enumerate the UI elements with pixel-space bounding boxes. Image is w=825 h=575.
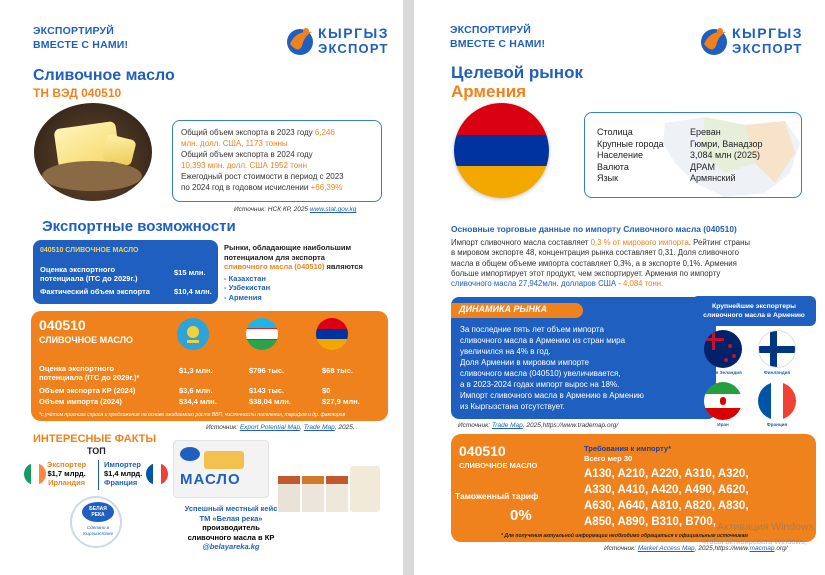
stat-2024-label: Общий объем экспорта в 2024 году (181, 150, 313, 159)
armenia-globe-flag (454, 103, 549, 198)
france-flag-icon (146, 463, 168, 485)
new-zealand-flag-icon (704, 330, 742, 368)
trade-l5b: 4,084 тонн. (622, 279, 664, 289)
slogan-line-2: ВМЕСТЕ С НАМИ! (450, 38, 546, 50)
trade-l1b: 0,3 % от мирового импорта (590, 238, 689, 247)
markets-head-1: Рынки, обладающие наибольшим (224, 243, 352, 252)
growth-value: +66,39% (310, 183, 343, 192)
blue-box-row2-value: $10,4 млн. (174, 287, 212, 296)
right-page (414, 0, 825, 575)
trade-map-link[interactable]: Trade Map (303, 424, 335, 431)
instagram-handle[interactable]: @belayareka.kg (202, 542, 260, 551)
brand-line-2: РЕКА (91, 512, 105, 518)
kz-sun (187, 326, 199, 338)
fact-value: Ереван (690, 127, 721, 137)
package-logo (180, 447, 200, 461)
am-export: $0 (322, 386, 331, 395)
target-market-title: Целевой рынок (451, 63, 583, 82)
kazakhstan-flag-icon (177, 318, 209, 350)
dyn-line: сливочного масла в Армению из стран мира (460, 336, 626, 345)
flag-label-finland: Финляндия (763, 370, 791, 375)
growth-label-1: Ежегодный рост стоимости в период с 2023 (181, 172, 344, 181)
source-2-label: Источник: (206, 424, 240, 431)
stat-2023-label: Общий объем экспорта в 2023 году (181, 128, 315, 137)
windows-watermark: Активация Windows (717, 521, 814, 533)
uz-potential: $796 тыс. (249, 366, 285, 375)
orange-footnote: *с учётом прогноза спроса и предложения на основе ожидаемого роста ВВП, численности населения, тарифов и др. факторов (39, 412, 346, 418)
nz-star (732, 354, 736, 358)
armenia-flag-icon (316, 318, 348, 350)
fact-row (597, 150, 763, 162)
markets-head-3: являются (324, 262, 363, 271)
belaya-reka-badge (70, 496, 122, 548)
export-opportunities-title: Экспортные возможности (42, 218, 236, 235)
finland-flag-icon (758, 330, 796, 368)
local-case (160, 504, 302, 552)
stat-2023-value: 6,246 (314, 128, 335, 137)
markets-head-2: потенциалом для экспорта (224, 252, 325, 262)
label1-line1: Оценка экспортного (39, 364, 115, 373)
fact-key: Язык (597, 173, 619, 183)
am-potential: $68 тыс. (322, 366, 353, 375)
kz-eagle (187, 340, 199, 343)
stat-2023-units: млн. долл. США, 1173 тонны (181, 139, 288, 148)
growth-label-2: по 2024 год в годовом исчислении (181, 183, 311, 192)
source-2 (206, 424, 355, 431)
flag-label-iran: Иран (717, 422, 729, 427)
nz-cross-v (712, 330, 715, 350)
left-page (0, 0, 403, 575)
trade-l5a: сливочного масла 27,942млн. долларов США - (451, 279, 623, 289)
source-2 (604, 545, 788, 552)
market-item: - Узбекистан (224, 283, 271, 292)
fact-key: Население (597, 150, 643, 160)
dynamics-text (460, 324, 644, 412)
package-butter-image (204, 451, 244, 469)
trade-map-link[interactable]: Trade Map (491, 422, 523, 429)
trade-data-title: Основные торговые данные по импорту Сливочного масла (040510) (451, 224, 737, 234)
fact-key: Крупные города (597, 138, 664, 149)
facts-top: ТОП (87, 446, 106, 456)
kz-potential: $1,3 млн. (179, 366, 213, 375)
facts-title: ИНТЕРЕСНЫЕ ФАКТЫ (33, 433, 157, 445)
source-2-label: Источник: (604, 545, 638, 552)
product-title: Сливочное масло (33, 67, 175, 84)
blue-box-title: 040510 СЛИВОЧНОЕ МАСЛО (40, 247, 139, 254)
iran-flag-icon (704, 382, 742, 420)
butter-photo (34, 103, 152, 201)
source-2-end-2: .org/ (774, 545, 788, 552)
nz-star (728, 344, 732, 348)
france-flag-icon (758, 382, 796, 420)
export-stats-box (172, 120, 382, 202)
brand-line-1: БЕЛАЯ (89, 506, 107, 512)
orange-label-3: Объем импорта (2024) (39, 397, 122, 406)
row1-line2: потенциала (ITC до 2029г.) (40, 274, 138, 283)
fact-value: Гюмри, Ванадзор (690, 138, 763, 149)
trade-l3: масла в общем объеме импорта составляет 0,3%, а в экспорте 0,1%. Армения (451, 258, 737, 268)
requirements-note: * Для получения актуальной информации необходимо обращаться к официальным источникам (501, 533, 749, 539)
target-country: Армения (451, 82, 527, 101)
kz-import: $34,4 млн. (179, 397, 217, 406)
label1-line2: потенциала (ITC до 2029г.)* (39, 373, 140, 382)
fi-cross-h (759, 346, 796, 353)
req-line: A850, A890, B310, B700, (584, 516, 716, 528)
uz-export: $143 тыс. (249, 386, 285, 395)
butter-pack-3 (326, 476, 348, 512)
kz-export: $3,6 млн. (179, 386, 213, 395)
logo-word-2: ЭКСПОРТ (318, 41, 389, 56)
markets-head-product: сливочного масла (040510) (224, 262, 325, 271)
logo-swirl-icon (282, 24, 318, 58)
fact-row (597, 139, 763, 151)
facts-divider (98, 460, 99, 490)
slogan (450, 23, 545, 51)
case-line-4: сливочного масла в КР (187, 532, 275, 542)
flag-label-new-zealand: Новая Зеландия (704, 370, 742, 375)
trade-l4: больше импортирует этот продукт, чем экспортирует. Армения по импорту (451, 268, 721, 278)
fact-key: Валюта (597, 161, 629, 172)
source-1 (458, 422, 618, 429)
dyn-line: За последние пять лет объем импорта (460, 325, 604, 334)
am-import: $27,9 млн. (322, 397, 360, 406)
top-exporter (47, 460, 86, 487)
exporters-title-2: сливочного масла в Армению (703, 312, 805, 319)
case-line-2: ТМ «Белая река» (199, 513, 263, 523)
source-2-sep: , (300, 424, 304, 431)
country-facts (597, 127, 763, 185)
logo-word-1: КЫРГЫЗ (732, 25, 804, 41)
brand-logo (82, 502, 114, 522)
fact-row (597, 127, 763, 139)
country-info-box (584, 112, 802, 198)
top-importer (104, 460, 142, 487)
macmap-link[interactable]: macmap (749, 545, 775, 552)
kyrgyz-export-logo (696, 24, 810, 58)
ireland-flag-icon (24, 463, 46, 485)
potential-blue-box (33, 240, 218, 304)
importer-label: Импортер (104, 460, 141, 469)
dyn-line: Доля Армении в мировом импорте (460, 358, 590, 367)
req-box-code: 040510 (459, 443, 506, 459)
importer-value: $1,4 млрд. (104, 469, 143, 478)
slogan-line-2: ВМЕСТЕ С НАМИ! (33, 39, 129, 51)
kyrgyz-export-logo (282, 24, 392, 58)
blue-box-row1-label (40, 265, 137, 283)
market-item: - Армения (224, 292, 262, 302)
logo-text (318, 26, 389, 56)
req-line: A130, A210, A220, A310, A320, (584, 468, 749, 480)
req-box-name: СЛИВОЧНОЕ МАСЛО (459, 461, 538, 470)
dyn-line: Импорт сливочного масла в Армению в Армению (460, 391, 644, 400)
logo-word-1: КЫРГЫЗ (318, 25, 390, 41)
dyn-line: из Кыргызстана отсутствует. (460, 402, 565, 411)
package-text: МАСЛО (180, 471, 241, 488)
exporters-title-1: Крупнейшие экспортеры (712, 303, 796, 310)
logo-word-2: ЭКСПОРТ (732, 41, 803, 56)
row1-line1: Оценка экспортного (40, 265, 116, 274)
stat-2024-value: 10,393 млн. долл. США 1952 тонн (181, 161, 307, 170)
top-exporters-title (692, 296, 816, 326)
trade-data-text (451, 238, 817, 289)
slogan (33, 24, 128, 52)
market-dynamics-box (451, 297, 716, 419)
exporter-country: Ирландия (48, 478, 86, 487)
case-line-1: Успешный местный кейс (184, 504, 278, 513)
export-potential-map-link[interactable]: Export Potential Map (239, 424, 301, 431)
orange-box-code: 040510 (39, 317, 86, 333)
fact-row (597, 162, 763, 174)
fact-value: 3,084 млн (2025) (690, 150, 760, 160)
butter-pack-4 (350, 466, 380, 512)
flag-label-france: Франция (766, 422, 788, 427)
logo-text (732, 26, 803, 56)
slogan-line-1: ЭКСПОРТИРУЙ (33, 25, 115, 37)
source-1-label: Источник: (458, 422, 492, 429)
slogan-line-1: ЭКСПОРТИРУЙ (450, 24, 532, 36)
orange-label-1 (39, 364, 139, 382)
requirements-total: Всего мер 30 (584, 454, 633, 463)
brand-badge-text: Сделано в Кыргызстане (82, 525, 114, 536)
req-line: A630, A640, A810, A820, A830, (584, 500, 749, 512)
exporter-label: Экспортер (47, 460, 87, 469)
butter-pack-2 (302, 476, 324, 512)
fact-row (597, 173, 763, 185)
source-1-label: Источник: НСК КР, 2025 (234, 206, 310, 213)
exporter-value: $1,7 млрд. (47, 469, 86, 478)
dyn-line: увеличился на 4% в год. (460, 347, 551, 356)
butter-package-large (173, 440, 269, 498)
dynamics-title: ДИНАМИКА РЫНКА (459, 304, 548, 314)
source-1-link[interactable]: www.stat.gov.kg (309, 206, 357, 213)
source-1 (234, 206, 356, 213)
orange-label-2: Объем экспорта КР (2024) (39, 386, 136, 395)
case-line-3: производитель (202, 523, 260, 532)
source-1-end: , 2025,https://www.trademap.org/ (522, 422, 619, 429)
fact-key: Столица (597, 127, 633, 137)
source-2-end: , 2025. (334, 424, 355, 431)
uz-import: $38,04 млн. (249, 397, 291, 406)
market-item: - Казахстан (224, 273, 266, 283)
trade-l1a: Импорт сливочного масла составляет (451, 238, 591, 247)
windows-watermark-2: Чтобы активировать Windows, (701, 537, 807, 546)
trade-l1c: . Рейтинг страны (688, 238, 750, 247)
tariff-label: Таможенный тариф (455, 491, 539, 501)
product-code: ТН ВЭД 040510 (33, 86, 122, 100)
uzbekistan-flag-icon (246, 318, 278, 350)
req-line: A330, A410, A420, A490, A620, (584, 484, 749, 496)
orange-box-name: СЛИВОЧНОЕ МАСЛО (39, 335, 134, 345)
importer-country: Франция (104, 478, 138, 487)
dyn-line: а в 2023-2024 годах импорт вырос на 18%. (460, 380, 620, 389)
source-2-end: , 2025,https://www. (694, 545, 750, 552)
nz-star (724, 358, 728, 362)
fact-value: Армянский (690, 173, 736, 183)
fact-value: ДРАМ (690, 161, 715, 172)
potential-orange-box (31, 311, 388, 421)
tariff-value: 0% (510, 507, 532, 524)
market-access-map-link[interactable]: Market Access Map (637, 545, 695, 552)
blue-box-row2-label: Фактический объем экспорта (40, 287, 150, 296)
key-markets (224, 243, 363, 302)
fi-cross-v (770, 331, 777, 368)
requirements-title: Требования к импорту* (584, 444, 671, 453)
blue-box-row1-value: $15 млн. (174, 268, 206, 277)
trade-l2: в мировом экспорте 48, концентрация рынка составляет 0,31. Доля сливочного (451, 248, 739, 258)
wooden-board (42, 161, 142, 191)
dyn-line: сливочного масла (040510) увеличивается, (460, 369, 621, 378)
logo-swirl-icon (696, 24, 732, 58)
